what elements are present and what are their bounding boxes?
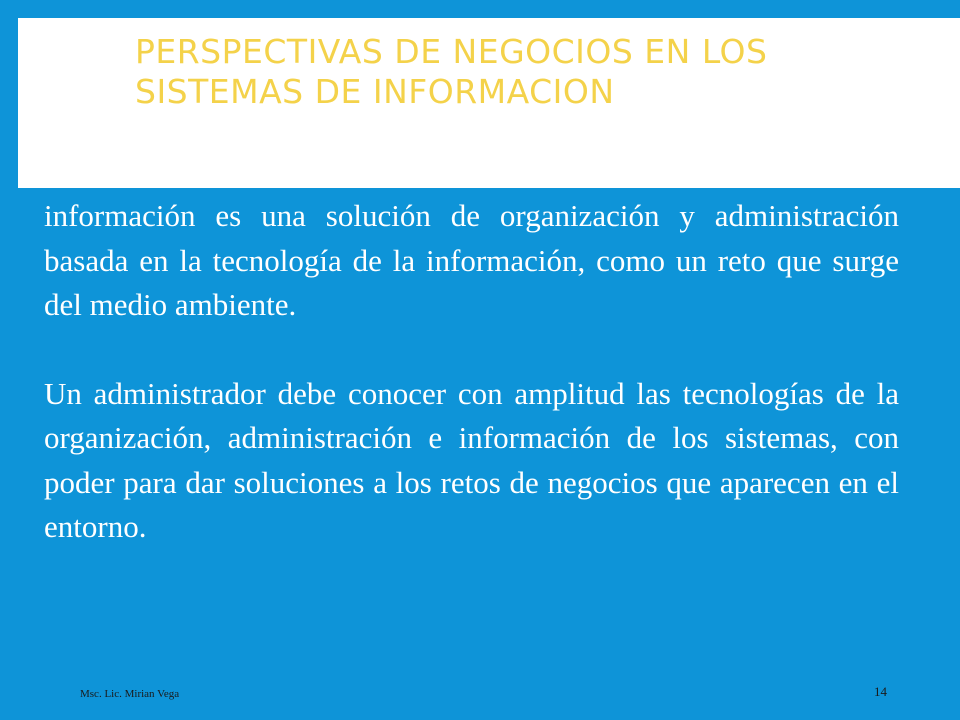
- slide-title: PERSPECTIVAS DE NEGOCIOS EN LOS SISTEMAS DE INFORMACION: [135, 32, 768, 111]
- body-paragraph-2: Un administrador debe conocer con amplitud las tecnologías de la organización, administración e información de los sistemas, con poder para dar soluciones a los retos de negocios que aparecen en el entorno.: [44, 375, 899, 544]
- slide-body: [44, 194, 899, 550]
- body-paragraph-1: información es una solución de organización y administración basada en la tecnología de la información, como un reto que surge del medio ambiente.: [44, 198, 899, 322]
- title-band: [18, 18, 960, 188]
- page-number: 14: [874, 684, 887, 699]
- footer-author: Msc. Lic. Mirian Vega: [80, 688, 180, 700]
